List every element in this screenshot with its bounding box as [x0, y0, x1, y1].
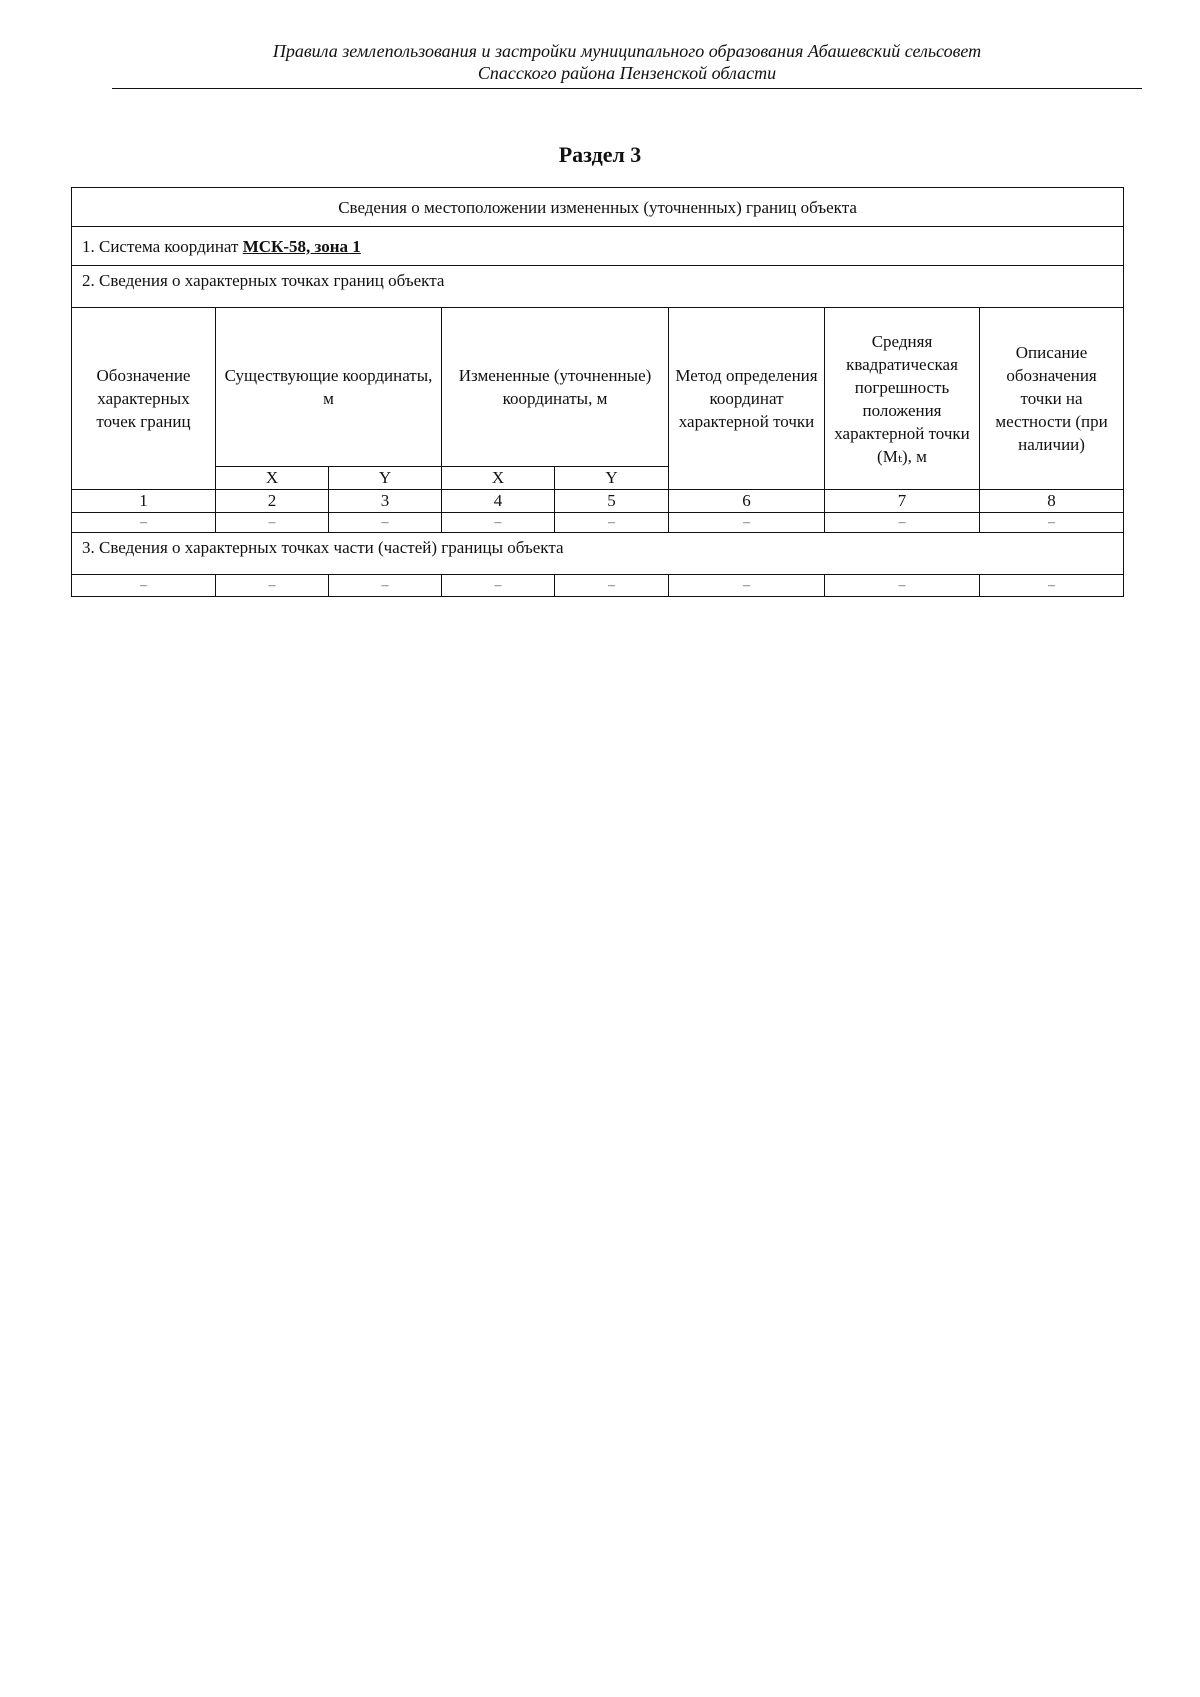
table-cell: –	[216, 513, 329, 533]
table-caption-row	[72, 188, 1124, 227]
changed-y-header: Y	[555, 467, 669, 490]
table-cell: –	[442, 575, 555, 597]
existing-x-header: X	[216, 467, 329, 490]
table-cell: –	[669, 513, 825, 533]
page-header	[112, 40, 1142, 84]
changed-coordinates-header: Измененные (уточненные) координаты, м	[442, 308, 669, 467]
table-cell: –	[442, 513, 555, 533]
existing-y-header: Y	[329, 467, 442, 490]
changed-x-header: X	[442, 467, 555, 490]
column-number: 6	[669, 490, 825, 513]
table-cell: –	[72, 575, 216, 597]
table-cell: –	[555, 513, 669, 533]
existing-coordinates-header: Существующие координаты, м	[216, 308, 442, 467]
section-title: Раздел 3	[558, 142, 642, 167]
table-cell: –	[216, 575, 329, 597]
table-cell: –	[980, 575, 1124, 597]
table-row	[72, 575, 1124, 597]
header-line-2: Спасского района Пензенской области	[477, 63, 777, 83]
table-caption: Сведения о местоположении измененных (уточненных) границ объекта	[72, 188, 1124, 227]
part-heading-row	[72, 533, 1124, 575]
column-number: 2	[216, 490, 329, 513]
table-cell: –	[555, 575, 669, 597]
part-heading: 3. Сведения о характерных точках части (частей) границы объекта	[72, 533, 1124, 575]
column-number-row	[72, 490, 1124, 513]
header-line-1: Правила землепользования и застройки муниципального образования Абашевский сельсовет	[272, 41, 982, 61]
designation-header: Обозначение характерных точек границ	[72, 308, 216, 490]
column-number: 4	[442, 490, 555, 513]
table-cell: –	[669, 575, 825, 597]
coordinate-system-label: 1. Система координат	[82, 236, 243, 256]
table-cell: –	[329, 575, 442, 597]
table-cell: –	[72, 513, 216, 533]
rms-error-header: Средняя квадратическая погрешность положения характерной точки (Mₜ), м	[825, 308, 980, 490]
header-rule	[112, 88, 1142, 89]
column-header-row	[72, 308, 1124, 467]
column-number: 3	[329, 490, 442, 513]
table-row	[72, 513, 1124, 533]
table-cell: –	[825, 513, 980, 533]
points-heading-row	[72, 266, 1124, 308]
table-cell: –	[980, 513, 1124, 533]
table-cell: –	[825, 575, 980, 597]
column-number: 5	[555, 490, 669, 513]
column-number: 7	[825, 490, 980, 513]
coordinate-system-cell	[72, 227, 1124, 266]
points-heading: 2. Сведения о характерных точках границ объекта	[72, 266, 1124, 308]
table-cell: –	[329, 513, 442, 533]
boundary-points-table	[71, 187, 1124, 597]
coordinate-system-row	[72, 227, 1124, 266]
method-header: Метод определения координат характерной точки	[669, 308, 825, 490]
coordinate-system-value: МСК-58, зона 1	[242, 236, 361, 256]
description-header: Описание обозначения точки на местности (при наличии)	[980, 308, 1124, 490]
column-number: 8	[980, 490, 1124, 513]
column-number: 1	[72, 490, 216, 513]
